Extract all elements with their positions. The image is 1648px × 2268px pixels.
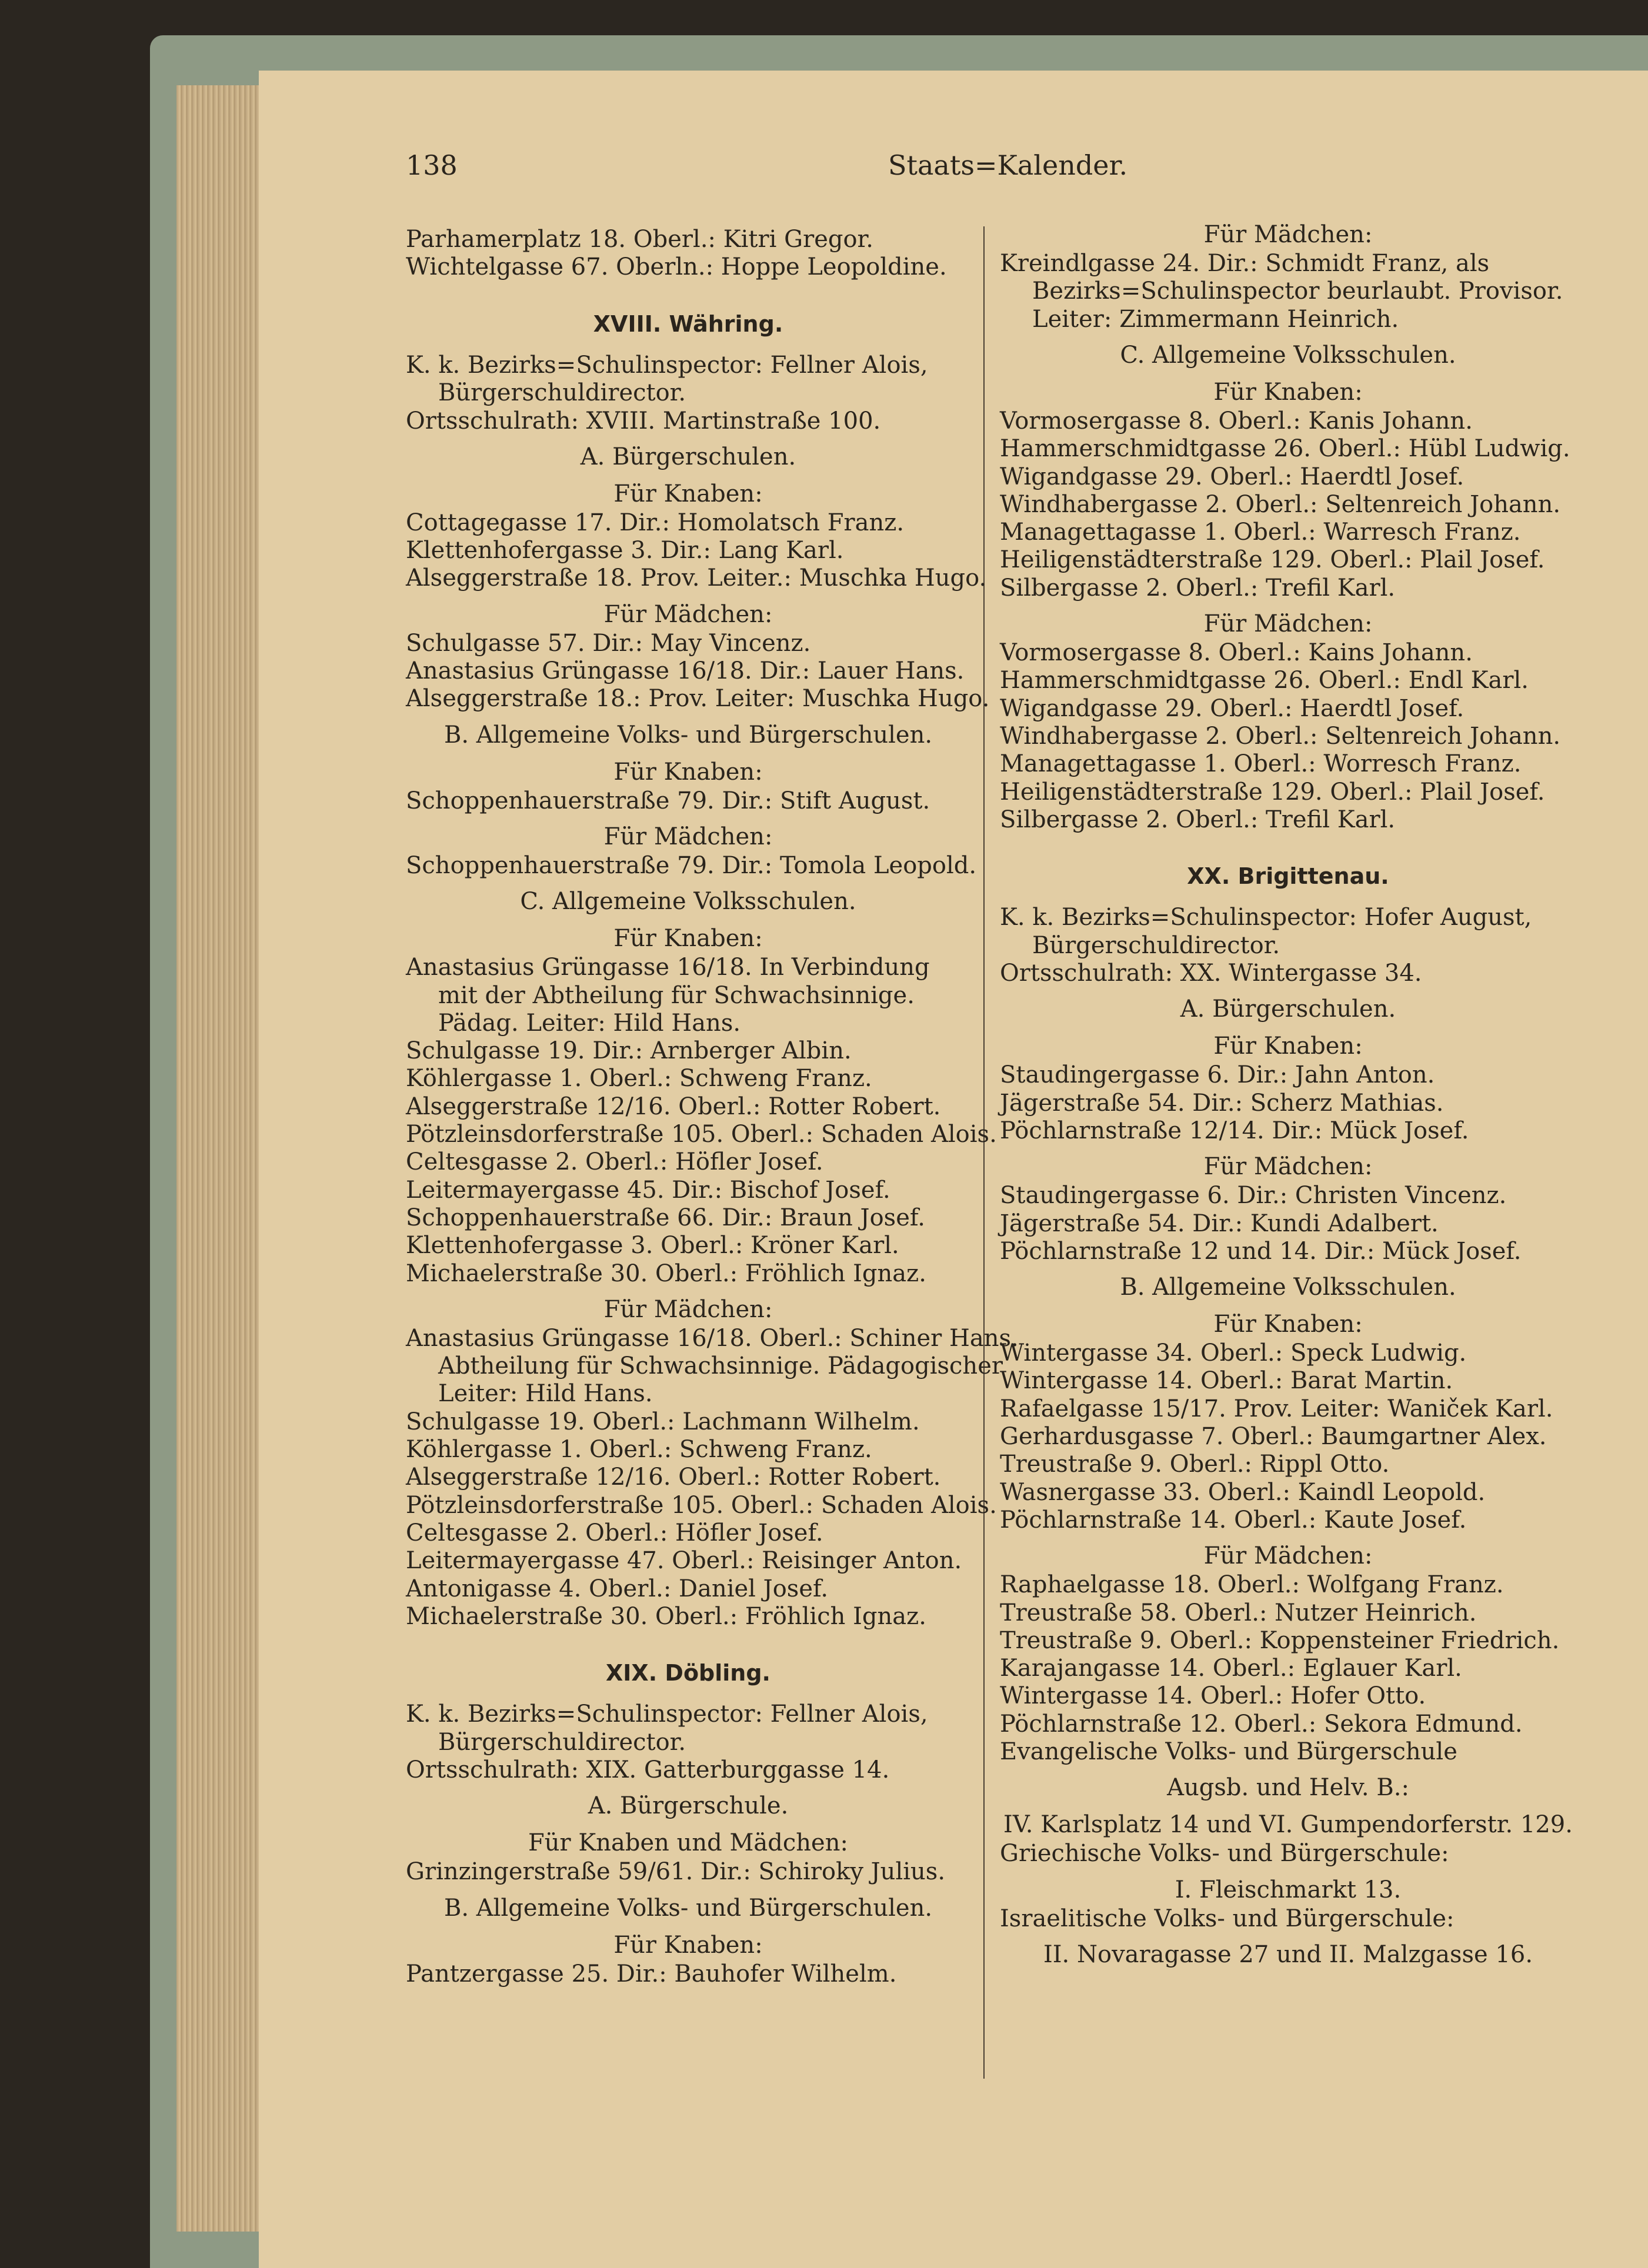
- subsection-heading: II. Novaragasse 27 und II. Malzgasse 16.: [1043, 1940, 1533, 1968]
- school-entry: Pöchlarnstraße 12/14. Dir.: Mück Josef.: [1000, 1117, 1469, 1144]
- school-entry: Schulgasse 19. Oberl.: Lachmann Wilhelm.: [406, 1408, 920, 1435]
- column-rule: [983, 226, 985, 2079]
- district-heading: XX. Brigittenau.: [1187, 863, 1389, 890]
- school-entry: Schoppenhauerstraße 66. Dir.: Braun Josef.: [406, 1204, 925, 1231]
- school-entry: Antonigasse 4. Oberl.: Daniel Josef.: [406, 1575, 829, 1602]
- subsection-heading: Für Mädchen:: [1203, 221, 1373, 248]
- school-entry: Pöchlarnstraße 12 und 14. Dir.: Mück Josef.: [1000, 1237, 1522, 1265]
- page-number: 138: [406, 149, 458, 181]
- school-entry: Leitermayergasse 45. Dir.: Bischof Josef.: [406, 1176, 890, 1204]
- school-entry: Griechische Volks- und Bürgerschule:: [1000, 1840, 1449, 1868]
- school-entry: Heiligenstädterstraße 129. Oberl.: Plail Josef.: [1000, 546, 1545, 574]
- subsection-heading: Für Knaben:: [1213, 378, 1363, 406]
- subsection-heading: B. Allgemeine Volksschulen.: [1120, 1274, 1456, 1301]
- school-entry: Karajangasse 14. Oberl.: Eglauer Karl.: [1000, 1655, 1462, 1682]
- subsection-heading: Für Mädchen:: [1203, 1542, 1373, 1570]
- subsection-heading: IV. Karlsplatz 14 und VI. Gumpendorferstr. 129.: [1003, 1811, 1573, 1839]
- school-entry: Bürgerschuldirector.: [1032, 931, 1280, 959]
- subsection-heading: Für Mädchen:: [603, 823, 773, 850]
- school-entry: Wasnergasse 33. Oberl.: Kaindl Leopold.: [1000, 1478, 1486, 1506]
- school-entry: Grinzingerstraße 59/61. Dir.: Schiroky Julius.: [406, 1858, 946, 1886]
- school-entry: Managettagasse 1. Oberl.: Worresch Franz.: [1000, 750, 1522, 778]
- school-entry: Jägerstraße 54. Dir.: Kundi Adalbert.: [1000, 1210, 1439, 1237]
- school-entry: Windhabergasse 2. Oberl.: Seltenreich Johann.: [1000, 722, 1561, 750]
- school-entry: Klettenhofergasse 3. Dir.: Lang Karl.: [406, 537, 844, 565]
- school-entry: Vormosergasse 8. Oberl.: Kains Johann.: [1000, 639, 1473, 666]
- school-entry: Bürgerschuldirector.: [438, 1728, 686, 1756]
- school-entry: Alseggerstraße 18.: Prov. Leiter: Muschka Hugo.: [406, 685, 990, 713]
- school-entry: K. k. Bezirks=Schulinspector: Fellner Alois,: [406, 1701, 928, 1728]
- school-entry: Treustraße 9. Oberl.: Koppensteiner Friedrich.: [1000, 1626, 1560, 1654]
- school-entry: Wintergasse 14. Oberl.: Barat Martin.: [1000, 1367, 1453, 1395]
- school-entry: Rafaelgasse 15/17. Prov. Leiter: Waniček Karl.: [1000, 1395, 1553, 1422]
- district-heading: XIX. Döbling.: [606, 1660, 770, 1686]
- school-entry: Leiter: Hild Hans.: [438, 1380, 653, 1408]
- school-entry: Anastasius Grüngasse 16/18. Dir.: Lauer Hans.: [406, 657, 965, 684]
- school-entry: Celtesgasse 2. Oberl.: Höfler Josef.: [406, 1148, 823, 1176]
- school-entry: Bezirks=Schulinspector beurlaubt. Provisor.: [1032, 278, 1563, 305]
- school-entry: Anastasius Grüngasse 16/18. In Verbindung: [406, 954, 930, 981]
- subsection-heading: B. Allgemeine Volks- und Bürgerschulen.: [443, 721, 933, 749]
- school-entry: Leitermayergasse 47. Oberl.: Reisinger Anton.: [406, 1547, 962, 1575]
- school-entry: Celtesgasse 2. Oberl.: Höfler Josef.: [406, 1519, 823, 1546]
- school-entry: Staudingergasse 6. Dir.: Jahn Anton.: [1000, 1061, 1435, 1089]
- school-entry: Schoppenhauerstraße 79. Dir.: Tomola Leopold.: [406, 851, 977, 879]
- subsection-heading: C. Allgemeine Volksschulen.: [1120, 341, 1456, 369]
- subsection-heading: Für Mädchen:: [1203, 1153, 1373, 1181]
- school-entry: Klettenhofergasse 3. Oberl.: Kröner Karl.: [406, 1232, 899, 1260]
- subsection-heading: I. Fleischmarkt 13.: [1175, 1876, 1402, 1903]
- school-entry: Alseggerstraße 12/16. Oberl.: Rotter Robert.: [406, 1464, 941, 1491]
- school-entry: Anastasius Grüngasse 16/18. Oberl.: Schiner Hans.: [406, 1324, 1019, 1352]
- school-entry: Bürgerschuldirector.: [438, 379, 686, 407]
- subsection-heading: Für Mädchen:: [603, 1295, 773, 1323]
- subsection-heading: Für Knaben und Mädchen:: [528, 1829, 848, 1857]
- school-entry: Pötzleinsdorferstraße 105. Oberl.: Schaden Alois.: [406, 1121, 997, 1148]
- school-entry: Wintergasse 14. Oberl.: Hofer Otto.: [1000, 1682, 1426, 1710]
- school-entry: Hammerschmidtgasse 26. Oberl.: Hübl Ludwig.: [1000, 435, 1570, 463]
- school-entry: Treustraße 58. Oberl.: Nutzer Heinrich.: [1000, 1599, 1477, 1626]
- school-entry: Pöchlarnstraße 14. Oberl.: Kaute Josef.: [1000, 1506, 1467, 1534]
- subsection-heading: Für Mädchen:: [1203, 610, 1373, 637]
- school-entry: Silbergasse 2. Oberl.: Trefil Karl.: [1000, 574, 1396, 602]
- subsection-heading: Für Knaben:: [613, 1931, 763, 1959]
- school-entry: Raphaelgasse 18. Oberl.: Wolfgang Franz.: [1000, 1571, 1504, 1599]
- school-entry: Parhamerplatz 18. Oberl.: Kitri Gregor.: [406, 226, 873, 253]
- school-entry: Abtheilung für Schwachsinnige. Pädagogischer: [438, 1352, 1003, 1380]
- school-entry: Schoppenhauerstraße 79. Dir.: Stift August.: [406, 787, 930, 814]
- subsection-heading: Für Knaben:: [1213, 1311, 1363, 1338]
- subsection-heading: Für Knaben:: [613, 925, 763, 953]
- district-heading: XVIII. Währing.: [593, 310, 783, 337]
- school-entry: Schulgasse 57. Dir.: May Vincenz.: [406, 629, 811, 657]
- school-entry: Schulgasse 19. Dir.: Arnberger Albin.: [406, 1037, 852, 1065]
- school-entry: Wichtelgasse 67. Oberln.: Hoppe Leopoldine.: [406, 253, 947, 281]
- school-entry: Leiter: Zimmermann Heinrich.: [1032, 305, 1399, 333]
- school-entry: Heiligenstädterstraße 129. Oberl.: Plail Josef.: [1000, 778, 1545, 806]
- school-entry: Staudingergasse 6. Dir.: Christen Vincenz.: [1000, 1182, 1507, 1210]
- subsection-heading: Für Mädchen:: [603, 600, 773, 628]
- subsection-heading: A. Bürgerschulen.: [1180, 996, 1396, 1023]
- school-entry: K. k. Bezirks=Schulinspector: Hofer August,: [1000, 904, 1532, 931]
- school-entry: Managettagasse 1. Oberl.: Warresch Franz.: [1000, 519, 1521, 546]
- school-entry: Pädag. Leiter: Hild Hans.: [438, 1009, 741, 1037]
- school-entry: Wintergasse 34. Oberl.: Speck Ludwig.: [1000, 1340, 1467, 1367]
- subsection-heading: A. Bürgerschule.: [588, 1792, 789, 1820]
- school-entry: Kreindlgasse 24. Dir.: Schmidt Franz, als: [1000, 250, 1490, 277]
- school-entry: Hammerschmidtgasse 26. Oberl.: Endl Karl.: [1000, 667, 1529, 694]
- school-entry: Pantzergasse 25. Dir.: Bauhofer Wilhelm.: [406, 1960, 897, 1988]
- school-entry: Pöchlarnstraße 12. Oberl.: Sekora Edmund.: [1000, 1710, 1523, 1738]
- school-entry: Cottagegasse 17. Dir.: Homolatsch Franz.: [406, 509, 905, 536]
- school-entry: Pötzleinsdorferstraße 105. Oberl.: Schaden Alois.: [406, 1491, 997, 1519]
- school-entry: Silbergasse 2. Oberl.: Trefil Karl.: [1000, 806, 1396, 833]
- subsection-heading: Augsb. und Helv. B.:: [1167, 1774, 1409, 1802]
- school-entry: K. k. Bezirks=Schulinspector: Fellner Alois,: [406, 351, 928, 379]
- subsection-heading: A. Bürgerschulen.: [580, 443, 796, 470]
- subsection-heading: C. Allgemeine Volksschulen.: [520, 888, 856, 916]
- school-entry: Windhabergasse 2. Oberl.: Seltenreich Johann.: [1000, 490, 1561, 518]
- school-entry: Gerhardusgasse 7. Oberl.: Baumgartner Alex.: [1000, 1423, 1547, 1450]
- school-entry: Ortsschulrath: XVIII. Martinstraße 100.: [406, 407, 881, 435]
- school-entry: Ortsschulrath: XX. Wintergasse 34.: [1000, 960, 1422, 987]
- running-title: Staats=Kalender.: [888, 149, 1128, 181]
- school-entry: Köhlergasse 1. Oberl.: Schweng Franz.: [406, 1436, 872, 1463]
- school-entry: Michaelerstraße 30. Oberl.: Fröhlich Ignaz.: [406, 1260, 926, 1287]
- school-entry: Michaelerstraße 30. Oberl.: Fröhlich Ignaz.: [406, 1602, 926, 1630]
- school-entry: Treustraße 9. Oberl.: Rippl Otto.: [1000, 1451, 1390, 1478]
- school-entry: Evangelische Volks- und Bürgerschule: [1000, 1738, 1457, 1765]
- school-entry: Wigandgasse 29. Oberl.: Haerdtl Josef.: [1000, 463, 1464, 490]
- school-entry: Jägerstraße 54. Dir.: Scherz Mathias.: [1000, 1089, 1444, 1117]
- school-entry: Vormosergasse 8. Oberl.: Kanis Johann.: [1000, 407, 1473, 435]
- school-entry: mit der Abtheilung für Schwachsinnige.: [438, 981, 915, 1009]
- school-entry: Alseggerstraße 18. Prov. Leiter.: Muschka Hugo.: [406, 565, 987, 592]
- school-entry: Alseggerstraße 12/16. Oberl.: Rotter Robert.: [406, 1093, 941, 1120]
- subsection-heading: B. Allgemeine Volks- und Bürgerschulen.: [443, 1894, 933, 1922]
- school-entry: Ortsschulrath: XIX. Gatterburggasse 14.: [406, 1756, 890, 1783]
- school-entry: Israelitische Volks- und Bürgerschule:: [1000, 1905, 1454, 1932]
- subsection-heading: Für Knaben:: [613, 758, 763, 786]
- subsection-heading: Für Knaben:: [613, 480, 763, 507]
- school-entry: Köhlergasse 1. Oberl.: Schweng Franz.: [406, 1065, 872, 1093]
- subsection-heading: Für Knaben:: [1213, 1033, 1363, 1060]
- school-entry: Wigandgasse 29. Oberl.: Haerdtl Josef.: [1000, 694, 1464, 722]
